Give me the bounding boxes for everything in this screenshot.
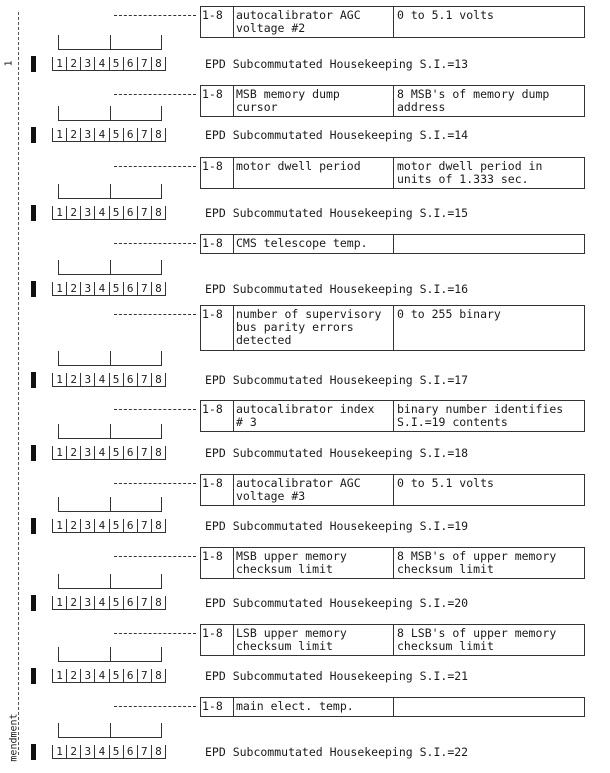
bit-number: 3: [80, 128, 94, 142]
bracket-tick: [110, 260, 111, 274]
bit-number: 3: [80, 519, 94, 533]
bit-number: 3: [80, 206, 94, 220]
bit-number: 4: [94, 57, 108, 71]
description-row: [200, 157, 585, 189]
column-divider: [200, 86, 201, 116]
description-row: [200, 547, 585, 579]
column-divider: [393, 86, 394, 116]
bit-bracket: [58, 260, 162, 275]
bit-number: 1: [52, 282, 66, 296]
bit-range-cell: 1-8: [202, 8, 223, 22]
bit-number: 6: [123, 282, 137, 296]
change-bar: [31, 127, 36, 143]
bit-number: 5: [109, 669, 123, 683]
bit-number: 2: [66, 519, 80, 533]
bit-number: 5: [109, 596, 123, 610]
bit-number: 3: [80, 596, 94, 610]
item-name-cell: CMS telescope temp.: [236, 236, 368, 250]
leader-line: [114, 556, 196, 557]
item-name-cell: number of supervisory bus parity errors detected: [236, 307, 382, 347]
item-value-cell: motor dwell period in units of 1.333 sec.: [397, 159, 543, 186]
bit-bracket: [58, 184, 162, 199]
bit-number: 3: [80, 373, 94, 387]
bit-number: 7: [137, 745, 151, 759]
column-divider: [200, 306, 201, 350]
column-divider: [200, 475, 201, 505]
description-row: [200, 624, 585, 656]
bit-number: 4: [94, 446, 108, 460]
margin-amendment-label: mendment: [8, 713, 20, 762]
bit-number: 2: [66, 596, 80, 610]
bit-range-cell: 1-8: [202, 476, 223, 490]
bit-bracket: [58, 497, 162, 512]
bit-number: 2: [66, 206, 80, 220]
bit-bracket: [58, 723, 162, 738]
bit-number: 8: [151, 282, 166, 296]
bit-number: 3: [80, 57, 94, 71]
change-bar-rule: [18, 12, 19, 755]
change-bar: [31, 372, 36, 388]
column-divider: [200, 401, 201, 431]
description-row: [200, 6, 585, 38]
bit-number: 5: [109, 446, 123, 460]
bit-number: 4: [94, 669, 108, 683]
bracket-tick: [58, 260, 59, 274]
item-value-cell: 8 MSB's of memory dump address: [397, 87, 550, 114]
bracket-tick: [58, 184, 59, 198]
column-divider: [233, 235, 234, 253]
bit-number-box: [52, 745, 166, 759]
column-divider: [584, 475, 585, 505]
bit-bracket: [58, 351, 162, 366]
bit-number-box: [52, 282, 166, 296]
description-row: [200, 697, 585, 717]
housekeeping-label: EPD Subcommutated Housekeeping S.I.=15: [205, 206, 469, 220]
column-divider: [584, 548, 585, 578]
change-bar: [31, 595, 36, 611]
bit-number: 3: [80, 282, 94, 296]
bit-number: 8: [151, 596, 166, 610]
column-divider: [393, 7, 394, 37]
bit-number: 6: [123, 519, 137, 533]
column-divider: [393, 548, 394, 578]
bracket-tick: [110, 574, 111, 588]
bit-number-box: [52, 206, 166, 220]
bit-number: 1: [52, 745, 66, 759]
housekeeping-label: EPD Subcommutated Housekeeping S.I.=16: [205, 282, 469, 296]
change-bar: [31, 205, 36, 221]
bracket-tick: [161, 106, 162, 120]
bracket-tick: [58, 106, 59, 120]
bit-number: 8: [151, 57, 166, 71]
column-divider: [200, 158, 201, 188]
bit-number: 7: [137, 596, 151, 610]
bit-number: 4: [94, 128, 108, 142]
column-divider: [200, 235, 201, 253]
bit-number: 1: [52, 128, 66, 142]
bit-number: 1: [52, 519, 66, 533]
bit-number: 5: [109, 57, 123, 71]
description-row: [200, 400, 585, 432]
bracket-tick: [161, 497, 162, 511]
bit-number: 4: [94, 206, 108, 220]
bit-range-cell: 1-8: [202, 307, 223, 321]
bit-number: 7: [137, 57, 151, 71]
bit-number: 6: [123, 57, 137, 71]
column-divider: [233, 7, 234, 37]
bit-number: 6: [123, 373, 137, 387]
bit-number: 8: [151, 446, 166, 460]
bit-number: 7: [137, 282, 151, 296]
column-divider: [233, 475, 234, 505]
bracket-tick: [58, 497, 59, 511]
description-row: [200, 85, 585, 117]
bit-number: 8: [151, 745, 166, 759]
bracket-tick: [161, 723, 162, 737]
bracket-tick: [110, 351, 111, 365]
column-divider: [233, 401, 234, 431]
bracket-tick: [58, 35, 59, 49]
bracket-tick: [110, 723, 111, 737]
item-name-cell: autocalibrator index # 3: [236, 402, 375, 429]
bracket-tick: [58, 723, 59, 737]
bit-number: 2: [66, 745, 80, 759]
item-value-cell: 8 MSB's of upper memory checksum limit: [397, 549, 557, 576]
bit-number: 6: [123, 745, 137, 759]
bit-number: 5: [109, 206, 123, 220]
column-divider: [233, 306, 234, 350]
column-divider: [584, 698, 585, 716]
column-divider: [233, 698, 234, 716]
bit-number: 7: [137, 128, 151, 142]
bit-number: 5: [109, 128, 123, 142]
bit-number: 2: [66, 669, 80, 683]
leader-line: [114, 314, 196, 315]
bit-number: 5: [109, 373, 123, 387]
bit-number-box: [52, 128, 166, 142]
bit-number: 3: [80, 745, 94, 759]
column-divider: [393, 306, 394, 350]
bit-number-box: [52, 669, 166, 683]
leader-line: [114, 15, 196, 16]
description-row: [200, 234, 585, 254]
bit-number: 2: [66, 128, 80, 142]
bit-number: 2: [66, 57, 80, 71]
column-divider: [393, 625, 394, 655]
bit-number: 1: [52, 669, 66, 683]
bracket-tick: [110, 106, 111, 120]
bracket-tick: [161, 647, 162, 661]
bit-number-box: [52, 57, 166, 71]
bit-number: 2: [66, 373, 80, 387]
bit-range-cell: 1-8: [202, 402, 223, 416]
bit-number: 4: [94, 596, 108, 610]
bracket-tick: [110, 647, 111, 661]
bit-number: 5: [109, 282, 123, 296]
column-divider: [233, 86, 234, 116]
bit-number: 5: [109, 745, 123, 759]
bit-number: 4: [94, 373, 108, 387]
bit-number: 8: [151, 669, 166, 683]
column-divider: [200, 7, 201, 37]
bit-number-box: [52, 446, 166, 460]
change-bar: [31, 518, 36, 534]
column-divider: [200, 548, 201, 578]
bit-number: 6: [123, 596, 137, 610]
bit-range-cell: 1-8: [202, 87, 223, 101]
item-name-cell: main elect. temp.: [236, 699, 354, 713]
bit-number: 1: [52, 206, 66, 220]
bracket-tick: [110, 497, 111, 511]
column-divider: [233, 158, 234, 188]
bracket-tick: [161, 184, 162, 198]
housekeeping-label: EPD Subcommutated Housekeeping S.I.=18: [205, 446, 469, 460]
bit-range-cell: 1-8: [202, 699, 223, 713]
bit-bracket: [58, 647, 162, 662]
column-divider: [584, 7, 585, 37]
bit-number: 7: [137, 446, 151, 460]
bracket-tick: [110, 424, 111, 438]
column-divider: [393, 235, 394, 253]
bracket-tick: [161, 35, 162, 49]
bit-number: 1: [52, 373, 66, 387]
change-bar: [31, 56, 36, 72]
bit-number-box: [52, 596, 166, 610]
housekeeping-label: EPD Subcommutated Housekeeping S.I.=13: [205, 57, 469, 71]
item-value-cell: 8 LSB's of upper memory checksum limit: [397, 626, 557, 653]
bit-number: 2: [66, 282, 80, 296]
bit-number-box: [52, 519, 166, 533]
item-name-cell: MSB upper memory checksum limit: [236, 549, 347, 576]
column-divider: [584, 306, 585, 350]
bit-number: 8: [151, 519, 166, 533]
item-name-cell: LSB upper memory checksum limit: [236, 626, 347, 653]
bit-number: 1: [52, 596, 66, 610]
leader-line: [114, 409, 196, 410]
column-divider: [584, 235, 585, 253]
bit-number: 8: [151, 373, 166, 387]
leader-line: [114, 706, 196, 707]
column-divider: [584, 158, 585, 188]
bit-range-cell: 1-8: [202, 159, 223, 173]
change-bar: [31, 744, 36, 760]
item-value-cell: binary number identifies S.I.=19 contents: [397, 402, 564, 429]
leader-line: [114, 483, 196, 484]
bit-number: 7: [137, 669, 151, 683]
change-bar: [31, 668, 36, 684]
housekeeping-label: EPD Subcommutated Housekeeping S.I.=21: [205, 669, 469, 683]
housekeeping-label: EPD Subcommutated Housekeeping S.I.=17: [205, 373, 469, 387]
bit-number: 4: [94, 519, 108, 533]
description-row: [200, 474, 585, 506]
bit-range-cell: 1-8: [202, 626, 223, 640]
bit-number: 7: [137, 206, 151, 220]
column-divider: [393, 401, 394, 431]
change-bar: [31, 281, 36, 297]
bracket-tick: [161, 260, 162, 274]
bracket-tick: [58, 424, 59, 438]
column-divider: [233, 548, 234, 578]
bit-number: 4: [94, 745, 108, 759]
bit-range-cell: 1-8: [202, 549, 223, 563]
description-row: [200, 305, 585, 351]
bit-number: 8: [151, 128, 166, 142]
leader-line: [114, 94, 196, 95]
bracket-tick: [161, 351, 162, 365]
bit-bracket: [58, 106, 162, 121]
bracket-tick: [58, 351, 59, 365]
bracket-tick: [58, 647, 59, 661]
item-name-cell: MSB memory dump cursor: [236, 87, 340, 114]
column-divider: [584, 86, 585, 116]
column-divider: [393, 158, 394, 188]
column-divider: [393, 698, 394, 716]
bracket-tick: [110, 184, 111, 198]
item-value-cell: 0 to 5.1 volts: [397, 8, 494, 22]
bit-number-box: [52, 373, 166, 387]
housekeeping-label: EPD Subcommutated Housekeeping S.I.=19: [205, 519, 469, 533]
bit-number: 7: [137, 519, 151, 533]
leader-line: [114, 243, 196, 244]
bracket-tick: [161, 424, 162, 438]
housekeeping-label: EPD Subcommutated Housekeeping S.I.=14: [205, 128, 469, 142]
bit-number: 4: [94, 282, 108, 296]
item-value-cell: 0 to 255 binary: [397, 307, 501, 321]
column-divider: [200, 625, 201, 655]
bit-number: 1: [52, 57, 66, 71]
bit-range-cell: 1-8: [202, 236, 223, 250]
bit-number: 5: [109, 519, 123, 533]
bit-number: 3: [80, 669, 94, 683]
bracket-tick: [58, 574, 59, 588]
bit-bracket: [58, 35, 162, 50]
change-bar: [31, 445, 36, 461]
item-name-cell: autocalibrator AGC voltage #3: [236, 476, 361, 503]
column-divider: [584, 625, 585, 655]
bit-number: 1: [52, 446, 66, 460]
column-divider: [233, 625, 234, 655]
item-value-cell: 0 to 5.1 volts: [397, 476, 494, 490]
column-divider: [584, 401, 585, 431]
column-divider: [200, 698, 201, 716]
margin-page-mark: 1: [3, 60, 15, 67]
bit-number: 6: [123, 446, 137, 460]
bit-number: 7: [137, 373, 151, 387]
item-name-cell: motor dwell period: [236, 159, 361, 173]
bit-number: 3: [80, 446, 94, 460]
housekeeping-label: EPD Subcommutated Housekeeping S.I.=20: [205, 596, 469, 610]
leader-line: [114, 166, 196, 167]
housekeeping-label: EPD Subcommutated Housekeeping S.I.=22: [205, 745, 469, 759]
bracket-tick: [110, 35, 111, 49]
item-name-cell: autocalibrator AGC voltage #2: [236, 8, 361, 35]
bracket-tick: [161, 574, 162, 588]
bit-number: 6: [123, 669, 137, 683]
bit-number: 8: [151, 206, 166, 220]
leader-line: [114, 633, 196, 634]
bit-number: 6: [123, 128, 137, 142]
bit-number: 2: [66, 446, 80, 460]
bit-number: 6: [123, 206, 137, 220]
bit-bracket: [58, 424, 162, 439]
bit-bracket: [58, 574, 162, 589]
column-divider: [393, 475, 394, 505]
